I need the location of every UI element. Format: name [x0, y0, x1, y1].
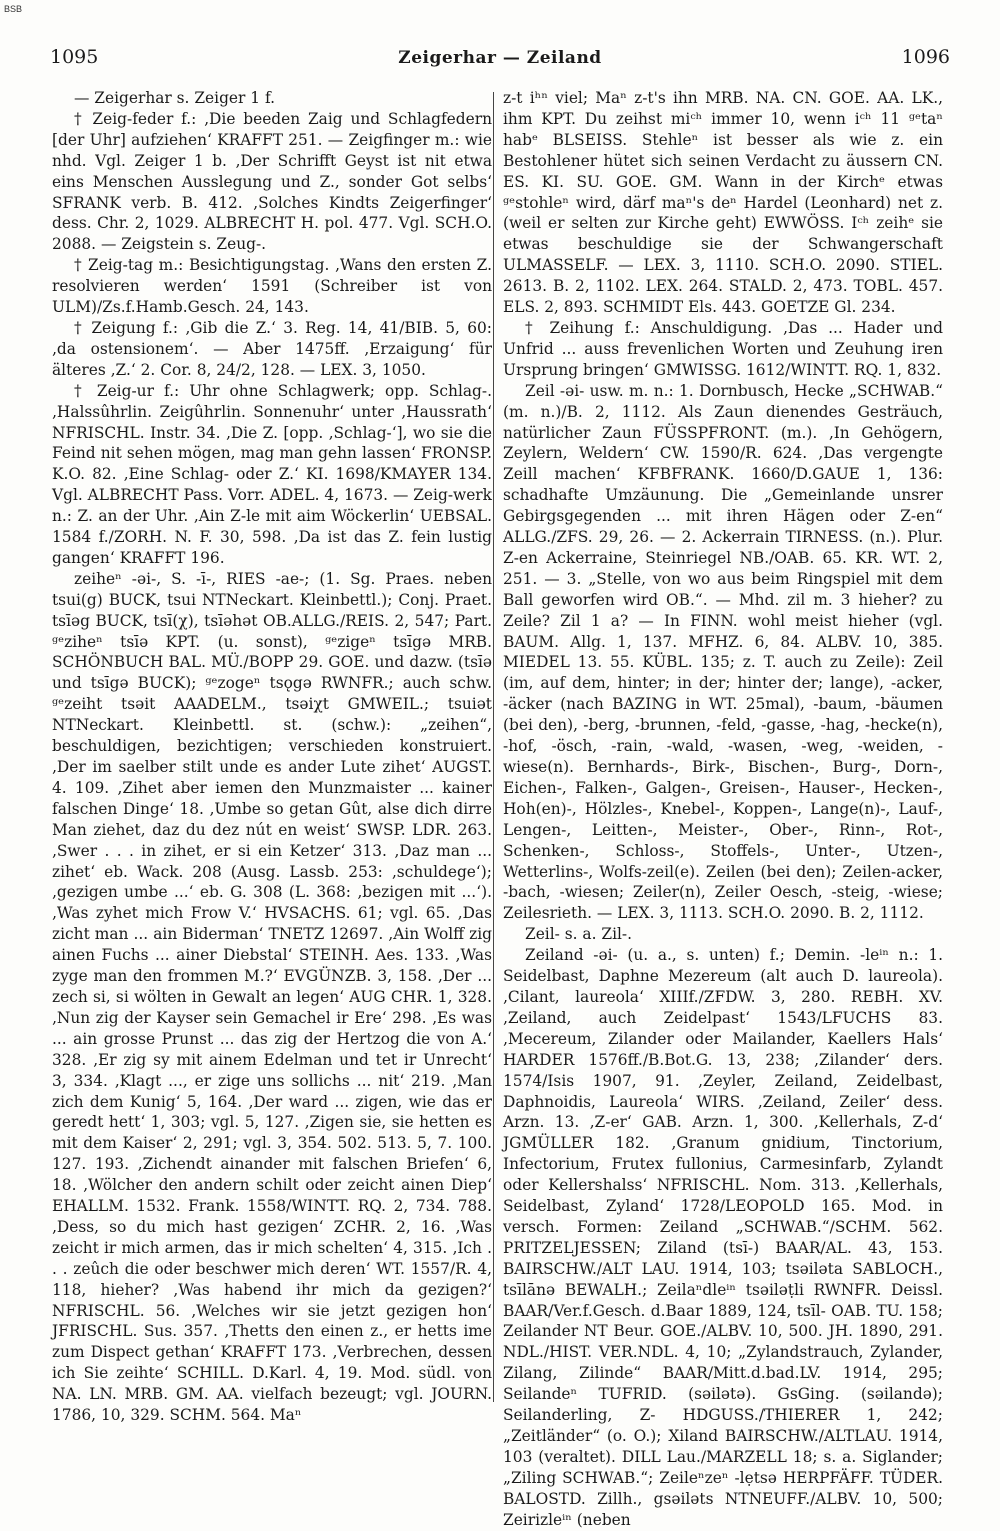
dictionary-entry: Zeiland -əi- (u. a., s. unten) f.; Demin. -leⁱⁿ n.: 1. Seidelbast, Daphne Mezereum (alt auch D. laureola). ‚Cilant, laureola‘ XIIIf./ZFDW. 3, 280. REBH. XV. ‚Zeiland, auch Zeidelpast‘ 1543/LFUCHS 83. ‚Mecereum, Zilander oder Mailander, Kaellers Hals‘ HARDER 1576ff./B.Bot.G. 13, 238; ‚Zilander‘ ders. 1574/Isis 1907, 91. ‚Zeyler, Zeiland, Zeidelbast, Daphnoidis, Laureola‘ WIRS. ‚Zeiland, Zeiler‘ dess. Arzn. 13. ‚Z-er‘ GAB. Arzn. 1, 300. ‚Kellerhals, Z-d‘ JGMÜLLER 182. ‚Granum gnidium, Tinctorium, Infectorium, Frutex fullonius, Carmesinfarb, Zylandt oder Kellershalss‘ NFRISCHL. Nom. 313. ‚Kellerhals, Seidelbast, Zyland‘ 1728/LEOPOLD 165. Mod. in versch. Formen: Zeiland „SCHWAB.“/SCHM. 562. PRITZELJESSEN; Ziland (tsī-) BAAR/AL. 43, 153. BAIRSCHW./ALT LAU. 1914, 103; tsəiləta SABLOCH., tsīlānə BEWALH.; Zeilaⁿdleⁱⁿ tsəiləṭli RWNFR. Deissl. BAAR/Ver.f.Gesch. d.Baar 1889, 124, tsīl- OAB. TU. 158; Zeilander NT Beur. GOE./ALBV. 10, 500. JH. 1890, 291. NDL./HIST. VER.NDL. 4, 10; „Zylandstrauch, Zylander, Zilang, Zilinde“ BAAR/Mitt.d.bad.LV. 1914, 295; Seilandeⁿ TUFRID. (səilətə). GsGing. (səilandə); Seilanderling, Z- HDGUSS./THIERER 1, 242; „Zeitländer“ (o. O.); Xiland BAIRSCHW./ALTLAU. 1914, 103 (veraltet). DILL Lau./MARZELL 18; s. a. Siglander; „Ziling SCHWAB.“; Zeileⁿzeⁿ -lẹtsə HERPFÄFF. TÜDER. BALOSTD. Zillh., gsəiləts NTNEUFF./ALBV. 10, 500; Zeirizleⁱⁿ (neben [503, 946, 943, 1529]
dictionary-entry: Zeil- s. a. Zil-. [525, 925, 633, 944]
column-divider [493, 92, 494, 1402]
page-title: Zeigerhar — Zeiland [398, 48, 602, 68]
page-number-right: 1096 [901, 46, 950, 68]
right-column [503, 88, 943, 1531]
dictionary-entry: zeiheⁿ -əi-, S. -ī-, RIES -ae-; (1. Sg. Praes. neben tsui(g) BUCK, tsui NTNeckart. Kleinbettl.); Conj. Praet. tsīəg BUCK, tsī(χ), tsīəhət OB.ALLG./REIS. 2, 547; Part. ᵍᵉziheⁿ tsīə KPT. (u. sonst), ᵍᵉzigeⁿ tsīgə MRB. SCHÖNBUCH BAL. MÜ./BOPP 29. GOE. und dazw. (tsīə und tsīgə BUCK); ᵍᵉzogeⁿ tsǫgə RWNFR.; auch schw. ᵍᵉzeiht tsəit AAADELM., tsəiχt GMWEIL.; tsuiət NTNeckart. Kleinbettl. st. (schw.): „zeihen“, beschuldigen, bezichtigen; verschieden konstruiert. ‚Der im saelber stilt unde es ander Lute zihet‘ AUGST. 4. 109. ‚Zihet aber iemen den Munzmaister ... kainer falschen Dinge‘ 18. ‚Umbe so getan Gût, alse dich dirre Man ziehet, daz du dez nút en weist‘ SWSP. LDR. 263. ‚Swer . . . in zihet, er si ein Ketzer‘ 313. ‚Daz man ... zihet‘ eb. Wack. 208 (Ausg. Lassb. 253: ‚schuldege‘); ‚gezigen umbe ...‘ eb. G. 308 (L. 368: ‚bezigen mit ...‘). ‚Was zyhet mich Frow V.‘ HVSACHS. 61; vgl. 65. ‚Das zicht man ... ain Biderman‘ TNETZ 12697. ‚Ain Wolff zig ainen Fuchs ... ainer Diebstal‘ STEINH. Aes. 133. ‚Was zyge man den frommen M.?‘ EVGÜNZB. 3, 158. ‚Der ... zech si, si wölten in Gewalt an legen‘ AUG CHR. 1, 328. ‚Nun zig der Kayser sein Gemachel ir Ere‘ 298. ‚Es was ... ain grosse Prunst ... das zig der Hertzog die von A.‘ 328. ‚Er zig sy mit ainem Edelman und tet ir Unrecht‘ 3, 334. ‚Klagt ..., er zige uns sollichs ... nit‘ 219. ‚Man zich dem Kunig‘ 5, 164. ‚Der ward ... zigen, wie das er geredt hett‘ 1, 303; vgl. 5, 127. ‚Zigen sie, sie hetten es mit dem Kaiser‘ 2, 291; vgl. 3, 354. 502. 513. 5, 7. 100. 127. 193. ‚Zichendt ainander mit falschen Briefen‘ 6, 18. ‚Wölcher den andern schilt oder zeicht ainen Diep‘ EHALLM. 1532. Frank. 1558/WINTT. RQ. 2, 734. 788. ‚Dess, so du mich hast gezigen‘ ZCHR. 2, 16. ‚Was zeicht ir mich armen, das ir mich schelten‘ 4, 315. ‚Ich . . . zeûch die oder beschwer mich deren‘ WT. 1557/R. 4, 118, hieher? ‚Was habend ihr mich da gezigen?‘ NFRISCHL. 56. ‚Welches wir sie jetzt gezigen hon‘ JFRISCHL. Sus. 357. ‚Thetts den einen z., er hetts ime zum Dispect gethan‘ KRAFFT 173. ‚Verbrechen, dessen ich Sie zeihte‘ SCHILL. D.Karl. 4, 19. Mod. südl. von NA. LN. MRB. GM. AA. vielfach bezeugt; vgl. JOURN. 1786, 10, 329. SCHM. 564. Maⁿ [52, 569, 492, 1425]
dictionary-entry: † Zeigung f.: ‚Gib die Z.‘ 3. Reg. 14, 41/BIB. 5, 60: ‚da ostensionem‘. — Aber 1475ff. ‚Erzaigung‘ für älteres ‚Z.‘ 2. Cor. 8, 24/2, 128. — LEX. 3, 1050. [52, 318, 492, 379]
dictionary-entry: † Zeig-ur f.: Uhr ohne Schlagwerk; opp. Schlag-. ‚Halssûhrlin. Zeigûhrlin. Sonnenuhr‘ unter ‚Haussrath‘ NFRISCHL. Instr. 34. ‚Die Z. [opp. ‚Schlag-‘], wo sie die Feind nit sehen mögen, mag man gehn lassen‘ FRONSP. K.O. 82. ‚Eine Schlag- oder Z.‘ KI. 1698/KMAYER 134. Vgl. ALBRECHT Pass. Vorr. ADEL. 4, 1673. — Zeig-werk n.: Z. an der Uhr. ‚Ain Z-le mit aim Wöckerlin‘ UEBSAL. 1584 f./ZORH. N. F. 30, 598. ‚Da ist das Z. fein lustig gangen‘ KRAFFT 196. [52, 381, 492, 567]
page-header [50, 46, 950, 76]
dictionary-entry: Zeil -əi- usw. m. n.: 1. Dornbusch, Hecke „SCHWAB.“ (m. n.)/B. 2, 1112. Als Zaun dienendes Gesträuch, natürlicher Zaun FÜSSPFRONT. (m.). ‚In Gehögern, Zeylern, Weldern‘ CW. 1590/R. 624. ‚Das vergengte Zeill machen‘ KFBFRANK. 1660/D.GAUE 1, 136: schadhafte Umzäunung. Die „Gemeinlande unsrer Gebirgsgegenden ... mit ihren Hägen oder Z-en“ ALLG./ZFS. 29, 26. — 2. Ackerrain TIRNESS. (n.). Plur. Z-en Ackerraine, Steinriegel NB./OAB. 65. KR. WT. 2, 251. — 3. „Stelle, von wo aus beim Ringspiel mit dem Ball geworfen wird OB.“. — Mhd. zil m. 3 hieher? zu Zeile? Zil 1 a? — In FINN. wohl meist hieher (vgl. BAUM. Allg. 1, 137. MFHZ. 6, 84. ALBV. 10, 385. MIEDEL 13. 55. KÜBL. 135; z. T. auch zu Zeile): Zeil (im, auf dem, hinter; in der; hinter der; lange), -acker, -äcker (nach BAZING in WT. 25mal), -baum, -bäumen (bei den), -berg, -brunnen, -feld, -gasse, -hag, -hecke(n), -hof, -ösch, -rain, -wald, -wasen, -weg, -weiden, -wiese(n). Bernhards-, Birk-, Bischen-, Burg-, Dorn-, Eichen-, Falken-, Galgen-, Greisen-, Hauser-, Hecken-, Hoh(en)-, Hölzles-, Knebel-, Koppen-, Lange(n)-, Lauf-, Lengen-, Leitten-, Meister-, Ober-, Rinn-, Rot-, Schenken-, Schloss-, Stoffels-, Unter-, Utzen-, Wetterlins-, Wolfs-zeil(e). Zeilen (bei den); Zeilen-acker, -bach, -wiesen; Zeiler(n), Zeiler Oesch, -steig, -wiese; Zeilesrieth. — LEX. 3, 1113. SCH.O. 2090. B. 2, 1112. [503, 381, 943, 923]
library-stamp: BSB [4, 4, 23, 14]
dictionary-entry: † Zeihung f.: Anschuldigung. ‚Das ... Hader und Unfrid ... auss frevenlichen Worten und Zeuhung iren Ursprung bringen‘ GMWISSG. 1612/WINTT. RQ. 1, 832. [503, 318, 943, 379]
dictionary-entry: † Zeig-tag m.: Besichtigungstag. ‚Wans den ersten Z. resolvieren werden‘ 1591 (Schreiber ist von ULM)/Zs.f.Hamb.Gesch. 24, 143. [52, 256, 492, 317]
left-column [52, 88, 492, 1426]
dictionary-entry: z-t iʰⁿ viel; Maⁿ z-t's ihn MRB. NA. CN. GOE. AA. LK., ihm KPT. Du zeihst miᶜʰ immer 10, wenn iᶜʰ 11 ᵍᵉtaⁿ habᵉ BLSEISS. Stehleⁿ ist besser als wie z. ein Bestohlener hütet sich seinen Verdacht zu äussern CN. ES. KI. SU. GOE. GM. Wann in der Kirchᵉ etwas ᵍᵉstohleⁿ wird, därf maⁿ's deⁿ Hardel (Leonhard) net z. (weil er selten zur Kirche geht) EWWÖSS. Iᶜʰ zeihᵉ sie etwas beschuldige sie der Schwangerschaft ULMASSELF. — LEX. 3, 1110. SCH.O. 2090. STIEL. 2613. B. 2, 1102. LEX. 264. STALD. 2, 473. TOBL. 457. ELS. 2, 893. SCHMIDT Els. 443. GOETZE Gl. 234. [503, 89, 943, 317]
dictionary-entry: — Zeigerhar s. Zeiger 1 f. [74, 89, 276, 107]
page-number-left: 1095 [50, 46, 99, 68]
dictionary-entry: † Zeig-feder f.: ‚Die beeden Zaig und Schlagfedern [der Uhr] aufziehen‘ KRAFFT 251. — Zeigfinger m.: wie nhd. Vgl. Zeiger 1 b. ‚Der Schrifft Geyst ist nit etwa eins Menschen Ausslegung und Z., sonder Got selbs‘ SFRANK verb. B. 412. ‚Solches Kindts Zeigerfinger‘ dess. Chr. 2, 1029. ALBRECHT H. pol. 477. Vgl. SCH.O. 2088. — Zeigstein s. Zeug-. [52, 109, 492, 254]
